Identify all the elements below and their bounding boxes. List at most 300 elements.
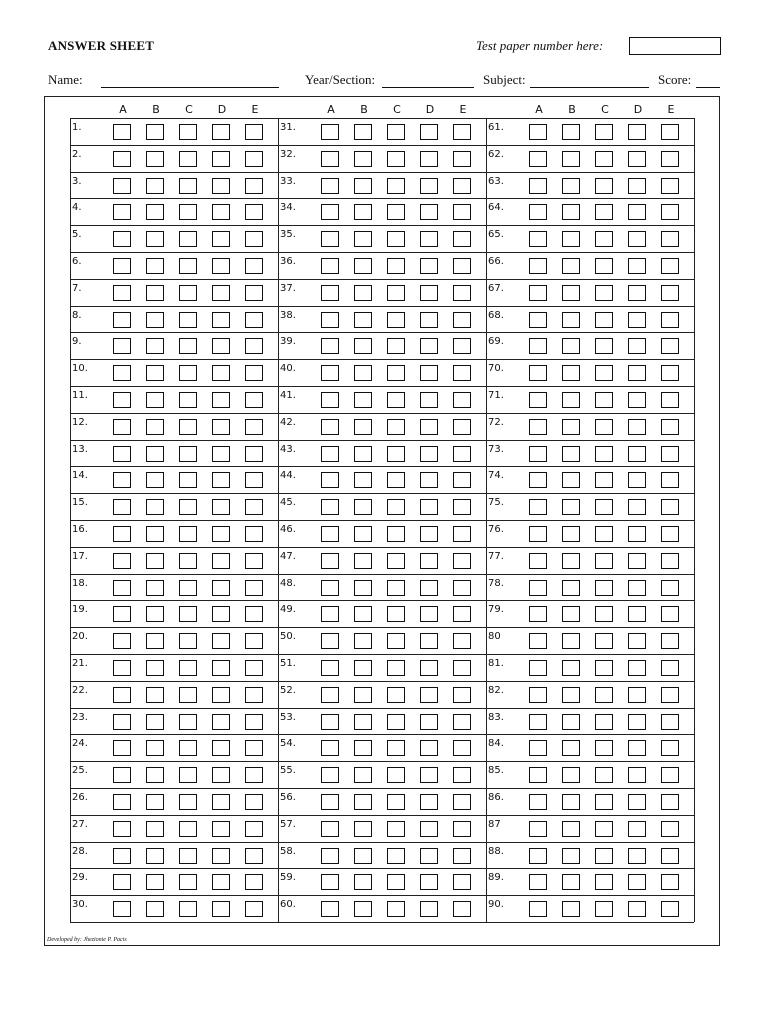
answer-box-d[interactable] <box>628 848 646 864</box>
answer-box-a[interactable] <box>321 178 339 194</box>
answer-box-c[interactable] <box>595 338 613 354</box>
answer-box-b[interactable] <box>146 526 164 542</box>
answer-box-a[interactable] <box>113 660 131 676</box>
answer-box-c[interactable] <box>387 472 405 488</box>
answer-box-a[interactable] <box>113 178 131 194</box>
answer-box-d[interactable] <box>628 365 646 381</box>
answer-box-b[interactable] <box>562 633 580 649</box>
answer-box-c[interactable] <box>179 151 197 167</box>
answer-box-c[interactable] <box>595 660 613 676</box>
answer-box-d[interactable] <box>628 526 646 542</box>
answer-box-d[interactable] <box>420 365 438 381</box>
answer-box-d[interactable] <box>212 767 230 783</box>
answer-box-b[interactable] <box>562 767 580 783</box>
answer-box-b[interactable] <box>562 874 580 890</box>
answer-box-e[interactable] <box>661 687 679 703</box>
answer-box-b[interactable] <box>146 124 164 140</box>
answer-box-c[interactable] <box>595 392 613 408</box>
answer-box-e[interactable] <box>245 419 263 435</box>
answer-box-d[interactable] <box>628 633 646 649</box>
answer-box-a[interactable] <box>321 794 339 810</box>
answer-box-b[interactable] <box>354 901 372 917</box>
answer-box-b[interactable] <box>146 606 164 622</box>
answer-box-a[interactable] <box>113 794 131 810</box>
answer-box-b[interactable] <box>146 419 164 435</box>
answer-box-e[interactable] <box>661 580 679 596</box>
answer-box-d[interactable] <box>420 204 438 220</box>
answer-box-b[interactable] <box>146 660 164 676</box>
answer-box-b[interactable] <box>146 553 164 569</box>
answer-box-a[interactable] <box>529 258 547 274</box>
answer-box-b[interactable] <box>562 794 580 810</box>
answer-box-c[interactable] <box>179 767 197 783</box>
answer-box-e[interactable] <box>661 312 679 328</box>
answer-box-d[interactable] <box>628 151 646 167</box>
answer-box-d[interactable] <box>628 874 646 890</box>
answer-box-d[interactable] <box>420 580 438 596</box>
answer-box-b[interactable] <box>146 446 164 462</box>
answer-box-b[interactable] <box>354 767 372 783</box>
answer-box-d[interactable] <box>420 660 438 676</box>
answer-box-e[interactable] <box>453 714 471 730</box>
answer-box-e[interactable] <box>245 660 263 676</box>
answer-box-d[interactable] <box>420 606 438 622</box>
answer-box-d[interactable] <box>212 178 230 194</box>
answer-box-c[interactable] <box>179 901 197 917</box>
answer-box-d[interactable] <box>420 446 438 462</box>
answer-box-d[interactable] <box>212 740 230 756</box>
answer-box-e[interactable] <box>245 392 263 408</box>
answer-box-c[interactable] <box>595 606 613 622</box>
answer-box-d[interactable] <box>628 338 646 354</box>
answer-box-e[interactable] <box>661 606 679 622</box>
answer-box-d[interactable] <box>420 874 438 890</box>
answer-box-d[interactable] <box>212 285 230 301</box>
answer-box-e[interactable] <box>245 740 263 756</box>
answer-box-e[interactable] <box>661 285 679 301</box>
answer-box-c[interactable] <box>595 633 613 649</box>
answer-box-e[interactable] <box>245 446 263 462</box>
answer-box-b[interactable] <box>354 365 372 381</box>
answer-box-c[interactable] <box>179 258 197 274</box>
answer-box-b[interactable] <box>562 178 580 194</box>
answer-box-a[interactable] <box>529 204 547 220</box>
answer-box-b[interactable] <box>354 687 372 703</box>
answer-box-b[interactable] <box>354 660 372 676</box>
answer-box-e[interactable] <box>453 633 471 649</box>
answer-box-c[interactable] <box>179 633 197 649</box>
answer-box-d[interactable] <box>212 151 230 167</box>
answer-box-d[interactable] <box>420 285 438 301</box>
answer-box-d[interactable] <box>212 392 230 408</box>
answer-box-a[interactable] <box>113 687 131 703</box>
score-field[interactable] <box>696 87 720 88</box>
answer-box-b[interactable] <box>354 821 372 837</box>
answer-box-c[interactable] <box>595 312 613 328</box>
answer-box-a[interactable] <box>321 553 339 569</box>
answer-box-a[interactable] <box>529 633 547 649</box>
answer-box-d[interactable] <box>420 687 438 703</box>
answer-box-d[interactable] <box>212 472 230 488</box>
answer-box-b[interactable] <box>146 472 164 488</box>
answer-box-b[interactable] <box>354 848 372 864</box>
answer-box-d[interactable] <box>420 392 438 408</box>
answer-box-a[interactable] <box>113 151 131 167</box>
answer-box-b[interactable] <box>354 553 372 569</box>
answer-box-a[interactable] <box>113 874 131 890</box>
answer-box-b[interactable] <box>562 714 580 730</box>
answer-box-b[interactable] <box>146 258 164 274</box>
answer-box-e[interactable] <box>661 499 679 515</box>
answer-box-b[interactable] <box>146 338 164 354</box>
answer-box-d[interactable] <box>212 338 230 354</box>
answer-box-e[interactable] <box>453 580 471 596</box>
answer-box-a[interactable] <box>113 821 131 837</box>
answer-box-b[interactable] <box>354 580 372 596</box>
answer-box-e[interactable] <box>453 312 471 328</box>
answer-box-e[interactable] <box>245 258 263 274</box>
answer-box-a[interactable] <box>321 472 339 488</box>
answer-box-b[interactable] <box>562 499 580 515</box>
answer-box-e[interactable] <box>661 848 679 864</box>
answer-box-a[interactable] <box>321 499 339 515</box>
answer-box-c[interactable] <box>595 258 613 274</box>
answer-box-a[interactable] <box>529 312 547 328</box>
answer-box-c[interactable] <box>595 740 613 756</box>
answer-box-e[interactable] <box>453 231 471 247</box>
answer-box-b[interactable] <box>146 714 164 730</box>
answer-box-c[interactable] <box>179 231 197 247</box>
answer-box-c[interactable] <box>179 365 197 381</box>
answer-box-a[interactable] <box>321 258 339 274</box>
answer-box-b[interactable] <box>562 392 580 408</box>
answer-box-d[interactable] <box>628 580 646 596</box>
answer-box-b[interactable] <box>354 178 372 194</box>
answer-box-d[interactable] <box>420 714 438 730</box>
answer-box-e[interactable] <box>453 767 471 783</box>
answer-box-d[interactable] <box>628 499 646 515</box>
answer-box-a[interactable] <box>321 204 339 220</box>
answer-box-e[interactable] <box>453 821 471 837</box>
answer-box-b[interactable] <box>146 392 164 408</box>
answer-box-a[interactable] <box>113 580 131 596</box>
answer-box-b[interactable] <box>354 874 372 890</box>
answer-box-d[interactable] <box>628 901 646 917</box>
answer-box-b[interactable] <box>146 821 164 837</box>
answer-box-a[interactable] <box>321 312 339 328</box>
answer-box-c[interactable] <box>179 392 197 408</box>
answer-box-b[interactable] <box>146 901 164 917</box>
answer-box-b[interactable] <box>354 258 372 274</box>
answer-box-b[interactable] <box>146 687 164 703</box>
answer-box-c[interactable] <box>387 874 405 890</box>
answer-box-d[interactable] <box>212 821 230 837</box>
answer-box-b[interactable] <box>562 821 580 837</box>
answer-box-e[interactable] <box>245 231 263 247</box>
answer-box-e[interactable] <box>661 740 679 756</box>
answer-box-b[interactable] <box>146 312 164 328</box>
answer-box-b[interactable] <box>146 874 164 890</box>
answer-box-e[interactable] <box>661 553 679 569</box>
answer-box-a[interactable] <box>529 580 547 596</box>
answer-box-b[interactable] <box>354 446 372 462</box>
answer-box-b[interactable] <box>354 151 372 167</box>
answer-box-c[interactable] <box>387 660 405 676</box>
answer-box-b[interactable] <box>562 526 580 542</box>
answer-box-a[interactable] <box>529 526 547 542</box>
answer-box-a[interactable] <box>113 312 131 328</box>
answer-box-e[interactable] <box>245 365 263 381</box>
answer-box-c[interactable] <box>179 124 197 140</box>
answer-box-b[interactable] <box>354 740 372 756</box>
answer-box-c[interactable] <box>387 231 405 247</box>
answer-box-a[interactable] <box>113 606 131 622</box>
answer-box-d[interactable] <box>628 767 646 783</box>
answer-box-a[interactable] <box>321 767 339 783</box>
answer-box-a[interactable] <box>321 740 339 756</box>
answer-box-a[interactable] <box>321 606 339 622</box>
answer-box-b[interactable] <box>562 151 580 167</box>
answer-box-c[interactable] <box>387 124 405 140</box>
answer-box-c[interactable] <box>179 472 197 488</box>
answer-box-b[interactable] <box>354 231 372 247</box>
answer-box-a[interactable] <box>321 526 339 542</box>
answer-box-e[interactable] <box>453 687 471 703</box>
answer-box-e[interactable] <box>245 499 263 515</box>
answer-box-e[interactable] <box>453 204 471 220</box>
answer-box-e[interactable] <box>453 740 471 756</box>
answer-box-e[interactable] <box>245 553 263 569</box>
answer-box-b[interactable] <box>562 124 580 140</box>
answer-box-a[interactable] <box>113 204 131 220</box>
answer-box-d[interactable] <box>420 821 438 837</box>
answer-box-b[interactable] <box>146 285 164 301</box>
answer-box-e[interactable] <box>245 794 263 810</box>
answer-box-a[interactable] <box>529 338 547 354</box>
answer-box-d[interactable] <box>420 312 438 328</box>
answer-box-b[interactable] <box>354 285 372 301</box>
answer-box-c[interactable] <box>387 794 405 810</box>
answer-box-e[interactable] <box>453 392 471 408</box>
answer-box-b[interactable] <box>146 178 164 194</box>
answer-box-c[interactable] <box>387 392 405 408</box>
answer-box-a[interactable] <box>529 714 547 730</box>
answer-box-a[interactable] <box>113 472 131 488</box>
answer-box-d[interactable] <box>212 258 230 274</box>
answer-box-b[interactable] <box>562 231 580 247</box>
answer-box-a[interactable] <box>113 285 131 301</box>
answer-box-e[interactable] <box>661 472 679 488</box>
answer-box-a[interactable] <box>113 231 131 247</box>
answer-box-d[interactable] <box>420 419 438 435</box>
answer-box-c[interactable] <box>387 901 405 917</box>
answer-box-a[interactable] <box>529 365 547 381</box>
answer-box-d[interactable] <box>420 178 438 194</box>
name-field[interactable] <box>101 87 279 88</box>
answer-box-c[interactable] <box>595 472 613 488</box>
answer-box-d[interactable] <box>212 499 230 515</box>
answer-box-d[interactable] <box>420 526 438 542</box>
answer-box-a[interactable] <box>113 124 131 140</box>
answer-box-a[interactable] <box>529 472 547 488</box>
answer-box-a[interactable] <box>113 767 131 783</box>
answer-box-d[interactable] <box>212 553 230 569</box>
answer-box-c[interactable] <box>595 526 613 542</box>
answer-box-d[interactable] <box>420 633 438 649</box>
answer-box-a[interactable] <box>529 821 547 837</box>
answer-box-d[interactable] <box>628 446 646 462</box>
answer-box-a[interactable] <box>113 901 131 917</box>
answer-box-a[interactable] <box>529 553 547 569</box>
answer-box-e[interactable] <box>661 767 679 783</box>
answer-box-c[interactable] <box>387 204 405 220</box>
answer-box-b[interactable] <box>354 794 372 810</box>
answer-box-e[interactable] <box>661 714 679 730</box>
answer-box-e[interactable] <box>245 633 263 649</box>
answer-box-d[interactable] <box>628 204 646 220</box>
answer-box-d[interactable] <box>628 472 646 488</box>
answer-box-b[interactable] <box>562 446 580 462</box>
answer-box-a[interactable] <box>321 231 339 247</box>
answer-box-b[interactable] <box>354 124 372 140</box>
answer-box-a[interactable] <box>321 365 339 381</box>
answer-box-e[interactable] <box>661 231 679 247</box>
answer-box-e[interactable] <box>245 472 263 488</box>
answer-box-b[interactable] <box>562 687 580 703</box>
answer-box-d[interactable] <box>420 338 438 354</box>
answer-box-b[interactable] <box>562 660 580 676</box>
answer-box-e[interactable] <box>245 124 263 140</box>
answer-box-c[interactable] <box>387 687 405 703</box>
answer-box-c[interactable] <box>179 338 197 354</box>
answer-box-d[interactable] <box>212 312 230 328</box>
answer-box-c[interactable] <box>595 499 613 515</box>
answer-box-a[interactable] <box>529 178 547 194</box>
answer-box-e[interactable] <box>661 204 679 220</box>
answer-box-c[interactable] <box>595 231 613 247</box>
answer-box-c[interactable] <box>387 526 405 542</box>
answer-box-a[interactable] <box>113 848 131 864</box>
answer-box-b[interactable] <box>354 204 372 220</box>
answer-box-c[interactable] <box>179 204 197 220</box>
answer-box-b[interactable] <box>562 204 580 220</box>
answer-box-c[interactable] <box>595 285 613 301</box>
answer-box-d[interactable] <box>212 660 230 676</box>
answer-box-d[interactable] <box>628 794 646 810</box>
answer-box-a[interactable] <box>321 901 339 917</box>
answer-box-b[interactable] <box>354 419 372 435</box>
answer-box-e[interactable] <box>661 526 679 542</box>
answer-box-d[interactable] <box>420 794 438 810</box>
answer-box-b[interactable] <box>146 580 164 596</box>
answer-box-b[interactable] <box>562 419 580 435</box>
answer-box-e[interactable] <box>453 526 471 542</box>
answer-box-d[interactable] <box>212 794 230 810</box>
answer-box-b[interactable] <box>562 285 580 301</box>
answer-box-b[interactable] <box>354 714 372 730</box>
answer-box-d[interactable] <box>628 419 646 435</box>
answer-box-b[interactable] <box>562 740 580 756</box>
answer-box-a[interactable] <box>321 633 339 649</box>
answer-box-c[interactable] <box>179 606 197 622</box>
answer-box-d[interactable] <box>628 312 646 328</box>
answer-box-a[interactable] <box>113 740 131 756</box>
answer-box-d[interactable] <box>628 285 646 301</box>
answer-box-a[interactable] <box>321 714 339 730</box>
answer-box-d[interactable] <box>212 633 230 649</box>
answer-box-d[interactable] <box>212 714 230 730</box>
answer-box-e[interactable] <box>453 446 471 462</box>
answer-box-e[interactable] <box>245 285 263 301</box>
answer-box-e[interactable] <box>661 365 679 381</box>
answer-box-d[interactable] <box>628 178 646 194</box>
answer-box-d[interactable] <box>212 901 230 917</box>
answer-box-e[interactable] <box>453 606 471 622</box>
answer-box-e[interactable] <box>245 874 263 890</box>
answer-box-e[interactable] <box>661 633 679 649</box>
answer-box-b[interactable] <box>562 606 580 622</box>
answer-box-b[interactable] <box>354 633 372 649</box>
answer-box-e[interactable] <box>453 124 471 140</box>
answer-box-a[interactable] <box>113 392 131 408</box>
answer-box-a[interactable] <box>113 714 131 730</box>
answer-box-b[interactable] <box>562 553 580 569</box>
answer-box-d[interactable] <box>628 124 646 140</box>
answer-box-d[interactable] <box>212 606 230 622</box>
answer-box-e[interactable] <box>661 901 679 917</box>
answer-box-d[interactable] <box>628 714 646 730</box>
answer-box-e[interactable] <box>661 446 679 462</box>
answer-box-c[interactable] <box>387 821 405 837</box>
answer-box-d[interactable] <box>628 231 646 247</box>
answer-box-b[interactable] <box>146 204 164 220</box>
answer-box-c[interactable] <box>179 821 197 837</box>
answer-box-c[interactable] <box>179 580 197 596</box>
answer-box-c[interactable] <box>387 633 405 649</box>
answer-box-d[interactable] <box>212 687 230 703</box>
answer-box-e[interactable] <box>245 312 263 328</box>
answer-box-b[interactable] <box>562 472 580 488</box>
answer-box-c[interactable] <box>595 580 613 596</box>
answer-box-c[interactable] <box>179 794 197 810</box>
answer-box-e[interactable] <box>453 848 471 864</box>
answer-box-e[interactable] <box>453 660 471 676</box>
answer-box-b[interactable] <box>146 794 164 810</box>
answer-box-e[interactable] <box>453 874 471 890</box>
answer-box-e[interactable] <box>453 901 471 917</box>
answer-box-b[interactable] <box>146 633 164 649</box>
answer-box-d[interactable] <box>420 848 438 864</box>
answer-box-a[interactable] <box>113 446 131 462</box>
subject-field[interactable] <box>530 87 649 88</box>
answer-box-a[interactable] <box>113 499 131 515</box>
answer-box-e[interactable] <box>453 472 471 488</box>
answer-box-a[interactable] <box>529 740 547 756</box>
answer-box-d[interactable] <box>212 204 230 220</box>
answer-box-b[interactable] <box>146 848 164 864</box>
answer-box-c[interactable] <box>179 848 197 864</box>
answer-box-c[interactable] <box>595 178 613 194</box>
answer-box-e[interactable] <box>661 392 679 408</box>
answer-box-e[interactable] <box>661 258 679 274</box>
answer-box-e[interactable] <box>245 821 263 837</box>
answer-box-a[interactable] <box>321 124 339 140</box>
answer-box-b[interactable] <box>562 258 580 274</box>
answer-box-a[interactable] <box>113 258 131 274</box>
answer-box-c[interactable] <box>387 740 405 756</box>
answer-box-c[interactable] <box>595 821 613 837</box>
answer-box-e[interactable] <box>453 794 471 810</box>
